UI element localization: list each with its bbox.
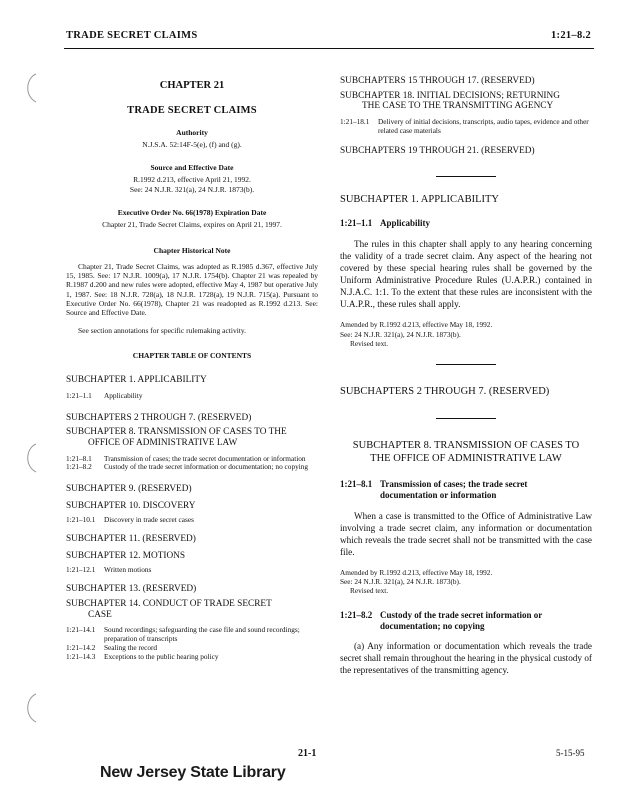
- library-stamp: New Jersey State Library: [100, 764, 286, 781]
- left-column: [66, 76, 318, 661]
- revision-date: 5-15-95: [556, 748, 585, 758]
- toc-entry-14-2[interactable]: 1:21–14.2 Sealing the record: [66, 642, 158, 652]
- subchapter-8-title: SUBCHAPTER 8. TRANSMISSION OF CASES TO THE OFFICE OF ADMINISTRATIVE LAW: [352, 439, 580, 465]
- toc-entry-14-1[interactable]: 1:21–14.1 Sound recordings; safeguarding the case file and sound recordings; preparation of transcripts: [66, 625, 300, 644]
- toc-entry-18-1[interactable]: 1:21–18.1 Delivery of initial decisions, transcripts, audio tapes, evidence and other related case materials: [340, 117, 589, 135]
- punch-hole-icon: [20, 70, 40, 106]
- toc-subchapter-15-17[interactable]: SUBCHAPTERS 15 THROUGH 17. (RESERVED): [340, 76, 535, 86]
- section-8-2-body: (a) Any information or documentation which reveals the trade secret shall remain throughout the hearing in the physical custody of the representatives of the transmitting agency.: [340, 641, 592, 676]
- history-heading: Chapter Historical Note: [153, 245, 231, 255]
- authority-heading: Authority: [176, 128, 208, 137]
- toc-subchapter-1[interactable]: SUBCHAPTER 1. APPLICABILITY: [66, 375, 207, 386]
- toc-subchapter-14[interactable]: SUBCHAPTER 14. CONDUCT OF TRADE SECRET CASE: [66, 599, 272, 620]
- toc-entry-14-3[interactable]: 1:21–14.3 Exceptions to the public hearing policy: [66, 651, 219, 661]
- punch-hole-icon: [20, 690, 40, 726]
- section-8-1-body: When a case is transmitted to the Office of Administrative Law involving a trade secret claim, any information or documentation which reveals the trade secret shall not be transmitted with the case file.: [340, 510, 592, 558]
- toc-subchapter-18[interactable]: SUBCHAPTER 18. INITIAL DECISIONS; RETURNING THE CASE TO THE TRANSMITTING AGENCY: [340, 90, 560, 112]
- toc-entry-8-1[interactable]: 1:21–8.1 Transmission of cases; the trade secret documentation or information: [66, 453, 306, 463]
- toc-subchapter-11[interactable]: SUBCHAPTER 11. (RESERVED): [66, 534, 196, 545]
- source-line-2: See: 24 N.J.R. 321(a), 24 N.J.R. 1873(b).: [129, 184, 255, 194]
- toc-subchapter-9[interactable]: SUBCHAPTER 9. (RESERVED): [66, 484, 192, 495]
- toc-subchapter-2-7[interactable]: SUBCHAPTERS 2 THROUGH 7. (RESERVED): [66, 412, 252, 423]
- history-text: Chapter 21, Trade Secret Claims, was adopted as R.1985 d.367, effective July 15, 1985. See: 17 N.J.R. 1009(a), 17 N.J.R. 1754(b). Chapter 21 was repealed by R.1987 d.200 and new rules were adopted, effective May 4, 1987 but operative July 1, 1987. See: 18 N.J.R. 728(a), 18 N.J.R. 1728(a), 19 N.J.R. 715(a). Pursuant to Executive Order No. 66(1978), Chapter 21 was readopted as R.1992 d.213. See: Source and Effective Date.: [66, 261, 318, 318]
- page-number: 21-1: [298, 748, 317, 759]
- subchapter-2-7-title: SUBCHAPTERS 2 THROUGH 7. (RESERVED): [340, 385, 550, 397]
- subchapter-1-title: SUBCHAPTER 1. APPLICABILITY: [340, 194, 499, 206]
- header-rule: [64, 48, 594, 49]
- source-line-1: R.1992 d.213, effective April 21, 1992.: [133, 175, 251, 185]
- section-8-2-heading: 1:21–8.2 Custody of the trade secret information or documentation; no copying: [340, 609, 543, 631]
- toc-entry-12-1[interactable]: 1:21–12.1 Written motions: [66, 564, 152, 574]
- toc-subchapter-12[interactable]: SUBCHAPTER 12. MOTIONS: [66, 550, 186, 561]
- section-1-1-body: The rules in this chapter shall apply to any hearing concerning the validity of a trade secret claim. Any aspect of the hearing not covered by these special hearing rules shall be governed by the Uniform Administrative Procedure Rules (U.A.P.R.) contained in N.J.A.C. 1:1. To the extent that these rules are inconsistent with the U.A.P.R., these rules shall apply.: [340, 238, 592, 310]
- table-of-contents: [66, 375, 318, 661]
- toc-entry-1-1[interactable]: 1:21–1.1 Applicability: [66, 390, 143, 400]
- exec-order-text: Chapter 21, Trade Secret Claims, expires on April 21, 1997.: [102, 220, 282, 230]
- punch-hole-icon: [20, 440, 40, 476]
- header-title: TRADE SECRET CLAIMS: [66, 30, 198, 41]
- section-8-1-heading: 1:21–8.1 Transmission of cases; the trade secret documentation or information: [340, 479, 528, 501]
- header-section-range: 1:21–8.2: [550, 30, 591, 41]
- toc-subchapter-19-21[interactable]: SUBCHAPTERS 19 THROUGH 21. (RESERVED): [340, 145, 535, 156]
- section-1-1-heading: 1:21–1.1 Applicability: [340, 218, 431, 229]
- right-column: [340, 76, 592, 676]
- see-annotations-text: See section annotations for specific rulemaking activity.: [78, 325, 247, 335]
- toc-subchapter-13[interactable]: SUBCHAPTER 13. (RESERVED): [66, 584, 197, 595]
- toc-entry-8-2[interactable]: 1:21–8.2 Custody of the trade secret information or documentation; no copying: [66, 462, 309, 472]
- toc-entry-10-1[interactable]: 1:21–10.1 Discovery in trade secret cases: [66, 514, 194, 524]
- toc-subchapter-8[interactable]: SUBCHAPTER 8. TRANSMISSION OF CASES TO THE OFFICE OF ADMINISTRATIVE LAW: [66, 427, 287, 448]
- chapter-name: TRADE SECRET CLAIMS: [127, 105, 257, 116]
- section-8-1-amendment: Amended by R.1992 d.213, effective May 18, 1992. See: 24 N.J.R. 321(a), 24 N.J.R. 1873(b). Revised text.: [340, 568, 493, 596]
- section-1-1-amendment: Amended by R.1992 d.213, effective May 18, 1992. See: 24 N.J.R. 321(a), 24 N.J.R. 1873(b). Revised text.: [340, 320, 493, 348]
- source-heading: Source and Effective Date: [150, 163, 234, 173]
- chapter-title: CHAPTER 21: [159, 80, 225, 91]
- authority-text: N.J.S.A. 52:14F-5(e), (f) and (g).: [142, 140, 242, 149]
- toc-subchapter-10[interactable]: SUBCHAPTER 10. DISCOVERY: [66, 500, 196, 511]
- toc-heading: CHAPTER TABLE OF CONTENTS: [132, 351, 252, 361]
- exec-order-heading: Executive Order No. 66(1978) Expiration Date: [117, 208, 267, 218]
